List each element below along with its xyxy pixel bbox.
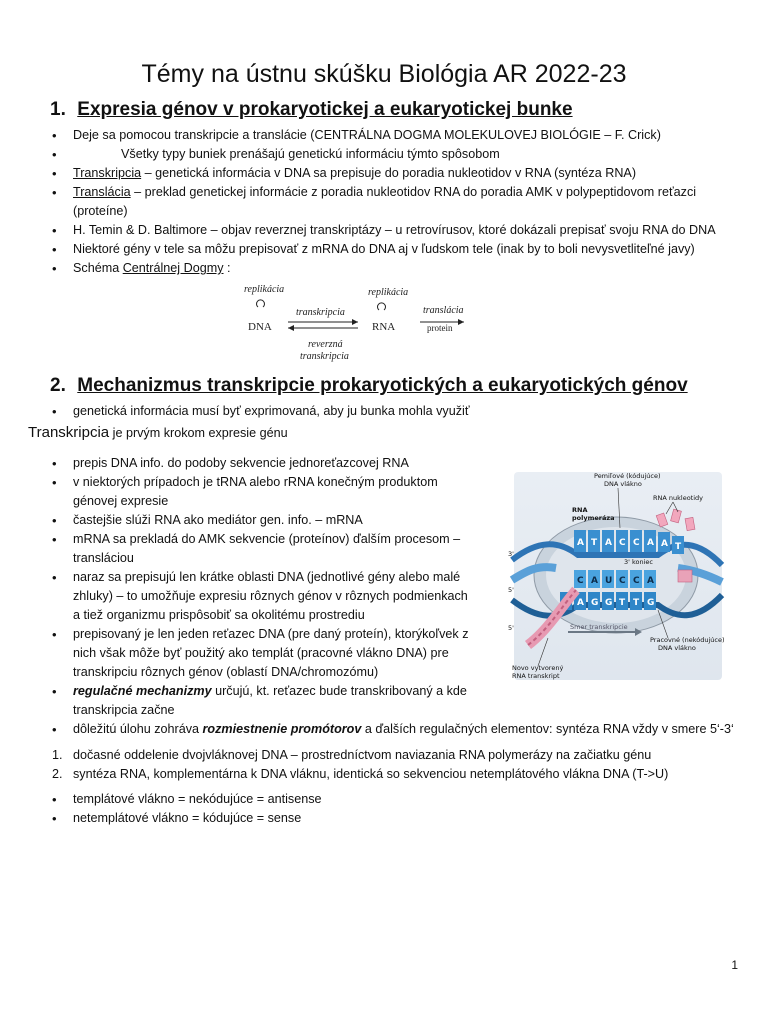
transkripcia-lead (28, 424, 288, 441)
list-item: • naraz sa prepisujú len krátke oblasti DNA (jednotlivé gény alebo malé zhluky) – to umožňuje expresiu rôznych génov v rôznych podmienkach a tiež organizmu prispôsobiť sa okolitému prostrediu (48, 568, 478, 625)
replication-loop-icon (378, 303, 386, 310)
term-rozmiestnenie-promotorov: rozmiestnenie promótorov (202, 722, 362, 736)
base-letter: T (591, 538, 598, 548)
list-item: • netemplátové vlákno = kódujúce = sense (48, 809, 758, 828)
label-rna: RNA (572, 506, 588, 514)
base-letter: A (577, 598, 584, 608)
base-letter: C (577, 576, 584, 586)
base-letter: G (591, 598, 599, 608)
list-item: • H. Temin & D. Baltimore – objav reverznej transkriptázy – u retrovírusov, ktoré dokázali prepisať svoju RNA do DNA (48, 221, 748, 240)
label-new-transcript-2: RNA transkript (512, 672, 560, 680)
base-letter: A (647, 538, 654, 548)
base-letter: A (605, 538, 612, 548)
list-item (48, 682, 478, 720)
text: dôležitú úlohu zohráva (73, 722, 203, 736)
base-letter: A (661, 539, 668, 549)
label-translacia: translácia (423, 305, 464, 316)
page-number: 1 (731, 958, 738, 972)
step-number: 2. (52, 767, 63, 781)
text: určujú, kt. reťazec bude transkribovaný a kde transkripcia začne (73, 684, 467, 717)
base-letter: A (577, 538, 584, 548)
central-dogma-diagram (238, 280, 468, 366)
label-3-prime: 3' (508, 550, 514, 558)
label-replikacia-1: replikácia (244, 284, 285, 295)
label-transkripcia-reverse: transkripcia (300, 351, 349, 362)
definition-text: – preklad genetickej informácie z poradia nukleotidov RNA do poradia AMK v polypeptidovom reťazci (proteíne) (73, 185, 697, 218)
list-item (48, 746, 758, 765)
base-letter: T (633, 598, 640, 608)
section-2-title: Mechanizmus transkripcie prokaryotických a eukaryotických génov (77, 375, 688, 396)
transcription-diagram (508, 470, 726, 682)
base-letter: C (619, 538, 626, 548)
list-item: • templátové vlákno = nekódujúce = antisense (48, 790, 758, 809)
label-direction: Smer transkripcie (570, 623, 628, 631)
list-item: • prepisovaný je len jeden reťazec DNA (pre daný proteín), ktorýkoľvek z nich však môže byť použitý ako templát (pracovné vlákno DNA) pre transkripciu rôznych génov (oblastí DNA/chromozómu) (48, 625, 478, 682)
term-translacia: Translácia (73, 185, 131, 199)
section-2-intro-list (48, 402, 748, 421)
base-letter: G (605, 598, 613, 608)
label-reverzna: reverzná (308, 339, 343, 350)
base-letter: C (633, 576, 640, 586)
base-letter: T (675, 542, 682, 552)
text: : (223, 261, 231, 275)
list-item (48, 720, 758, 739)
label-3-end: 3' koniec (624, 558, 653, 566)
step-text: dočasné oddelenie dvojvláknovej DNA – prostredníctvom naviazania RNA polymerázy na začiatku génu (73, 748, 652, 762)
base-letter: T (563, 598, 570, 608)
list-item (48, 765, 758, 784)
section-1-heading (50, 99, 573, 121)
label-rna: RNA (372, 321, 396, 333)
base-letter: G (647, 598, 655, 608)
list-item: • Deje sa pomocou transkripcie a translácie (CENTRÁLNA DOGMA MOLEKULOVEJ BIOLÓGIE – F. Crick) (48, 126, 748, 145)
label-rna-nucleotides: RNA nukleotidy (653, 494, 704, 502)
section-2-list-cont (48, 720, 758, 739)
numbered-steps (48, 746, 758, 784)
term-transkripcia: Transkripcia (73, 166, 142, 180)
step-text: syntéza RNA, komplementárna k DNA vláknu, identická so sekvenciou netemplátového vlákna DNA (T->U) (73, 767, 669, 781)
label-5-prime-b: 5' (508, 624, 514, 632)
strand-definitions (48, 790, 758, 828)
label-replikacia-2: replikácia (368, 287, 409, 298)
label-transkripcia: transkripcia (296, 307, 345, 318)
lead-term: Transkripcia (28, 424, 110, 441)
list-item (48, 183, 748, 221)
section-2-list (48, 454, 478, 720)
list-item (48, 259, 748, 278)
list-item: • Niektoré gény v tele sa môžu prepisovať z mRNA do DNA aj v ľudskom tele (inak by to boli nevysvetliteľné javy) (48, 240, 748, 259)
term-regulacne-mechanizmy: regulačné mechanizmy (73, 684, 212, 698)
base-letter: C (619, 576, 626, 586)
label-coding-strand-2: DNA vlákno (604, 480, 642, 488)
base-letter: U (605, 576, 613, 586)
list-item-sub (48, 145, 748, 164)
list-item: • genetická informácia musí byť exprimovaná, aby ju bunka mohla využiť (48, 402, 748, 421)
list-item (48, 164, 748, 183)
section-2-number: 2. (50, 375, 66, 396)
sub-text: Všetky typy buniek prenášajú genetickú informáciu týmto spôsobom (121, 147, 500, 161)
base-letter: A (647, 576, 654, 586)
text: a ďalších regulačných elementov: syntéza RNA vždy v smere 5‘-3‘ (361, 722, 734, 736)
step-number: 1. (52, 748, 63, 762)
text: Schéma (73, 261, 123, 275)
label-template-strand-2: DNA vlákno (658, 644, 696, 652)
list-item: • mRNA sa prekladá do AMK sekvencie (proteínov) ďalším procesom – transláciou (48, 530, 478, 568)
label-dna: DNA (248, 321, 272, 333)
base-letter: T (619, 598, 626, 608)
list-item: • prepis DNA info. do podoby sekvencie jednoreťazcovej RNA (48, 454, 478, 473)
label-coding-strand: Pemiľové (kódujúce) (594, 472, 661, 480)
lead-text: je prvým krokom expresie génu (109, 426, 288, 440)
section-1-number: 1. (50, 99, 66, 120)
section-2-heading (50, 375, 688, 397)
definition-text: – genetická informácia v DNA sa prepisuje do poradia nukleotidov v RNA (syntéza RNA) (141, 166, 637, 180)
label-protein: protein (427, 323, 453, 333)
list-item: • v niektorých prípadoch je tRNA alebo rRNA konečným produktom génovej expresie (48, 473, 478, 511)
base-letter: C (633, 538, 640, 548)
section-1-list (48, 126, 748, 278)
label-new-transcript: Novo vytvorený (512, 664, 564, 672)
replication-loop-icon (257, 300, 265, 307)
label-template-strand: Pracovné (nekódujúce) (650, 636, 725, 644)
label-5-prime-a: 5' (508, 586, 514, 594)
label-polymerase: polymeráza (572, 514, 615, 522)
base-letter: A (591, 576, 598, 586)
term-centralnej-dogmy: Centrálnej Dogmy (122, 261, 224, 275)
page-title: Témy na ústnu skúšku Biológia AR 2022-23 (141, 60, 627, 88)
section-1-title: Expresia génov v prokaryotickej a eukaryotickej bunke (77, 99, 573, 120)
list-item: • častejšie slúži RNA ako mediátor gen. info. – mRNA (48, 511, 478, 530)
